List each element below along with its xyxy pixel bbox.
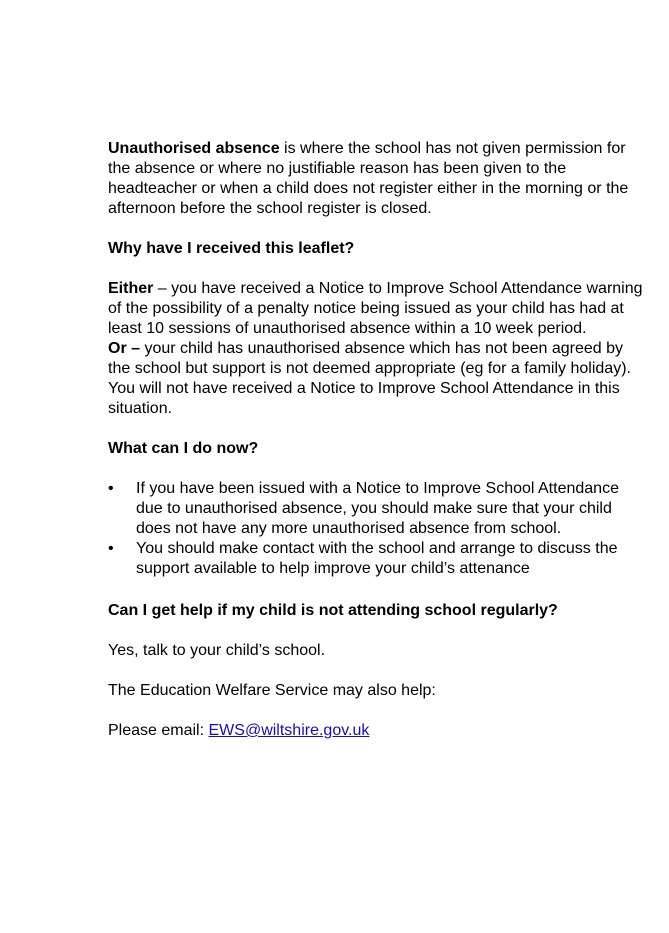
or-paragraph <box>108 339 648 419</box>
leaflet-page <box>108 139 648 741</box>
action-list <box>108 479 648 579</box>
email-line <box>108 721 648 741</box>
email-link[interactable]: EWS@wiltshire.gov.uk <box>208 722 370 739</box>
unauthorised-absence-definition: is where the school has not given permission for the absence or where no justifiable reason has been given to the headteacher or when a child does not register either in the morning or the afternoon before the school register is closed. <box>108 140 629 217</box>
or-label: Or – <box>108 340 141 357</box>
bullet-icon: • <box>108 480 114 497</box>
list-item <box>108 539 648 579</box>
list-item-text: If you have been issued with a Notice to Improve School Attendance due to unauthorised absence, you should make sure that your child does not have any more unauthorised absence from school. <box>136 480 619 537</box>
unauthorised-absence-term: Unauthorised absence <box>108 140 280 157</box>
education-welfare-text: The Education Welfare Service may also help: <box>108 682 436 699</box>
list-item <box>108 479 648 539</box>
or-text: your child has unauthorised absence which has not been agreed by the school but support is not deemed appropriate (eg for a family holiday). You will not have received a Notice to Improve School Attendance in this situation. <box>108 340 631 417</box>
get-help-heading: Can I get help if my child is not attending school regularly? <box>108 602 558 619</box>
unauthorised-absence-paragraph <box>108 139 648 219</box>
either-paragraph <box>108 279 648 339</box>
what-can-i-do-heading: What can I do now? <box>108 440 259 457</box>
either-label: Either <box>108 280 154 297</box>
why-received-heading: Why have I received this leaflet? <box>108 240 355 257</box>
email-prefix: Please email: <box>108 722 209 739</box>
either-text: – you have received a Notice to Improve School Attendance warning of the possibility of a penalty notice being issued as your child has had at least 10 sessions of unauthorised absence within a 10 week period. <box>108 280 643 337</box>
bullet-icon: • <box>108 540 114 557</box>
list-item-text: You should make contact with the school and arrange to discuss the support available to help improve your child’s attenance <box>136 540 618 577</box>
talk-to-school-text: Yes, talk to your child’s school. <box>108 642 326 659</box>
